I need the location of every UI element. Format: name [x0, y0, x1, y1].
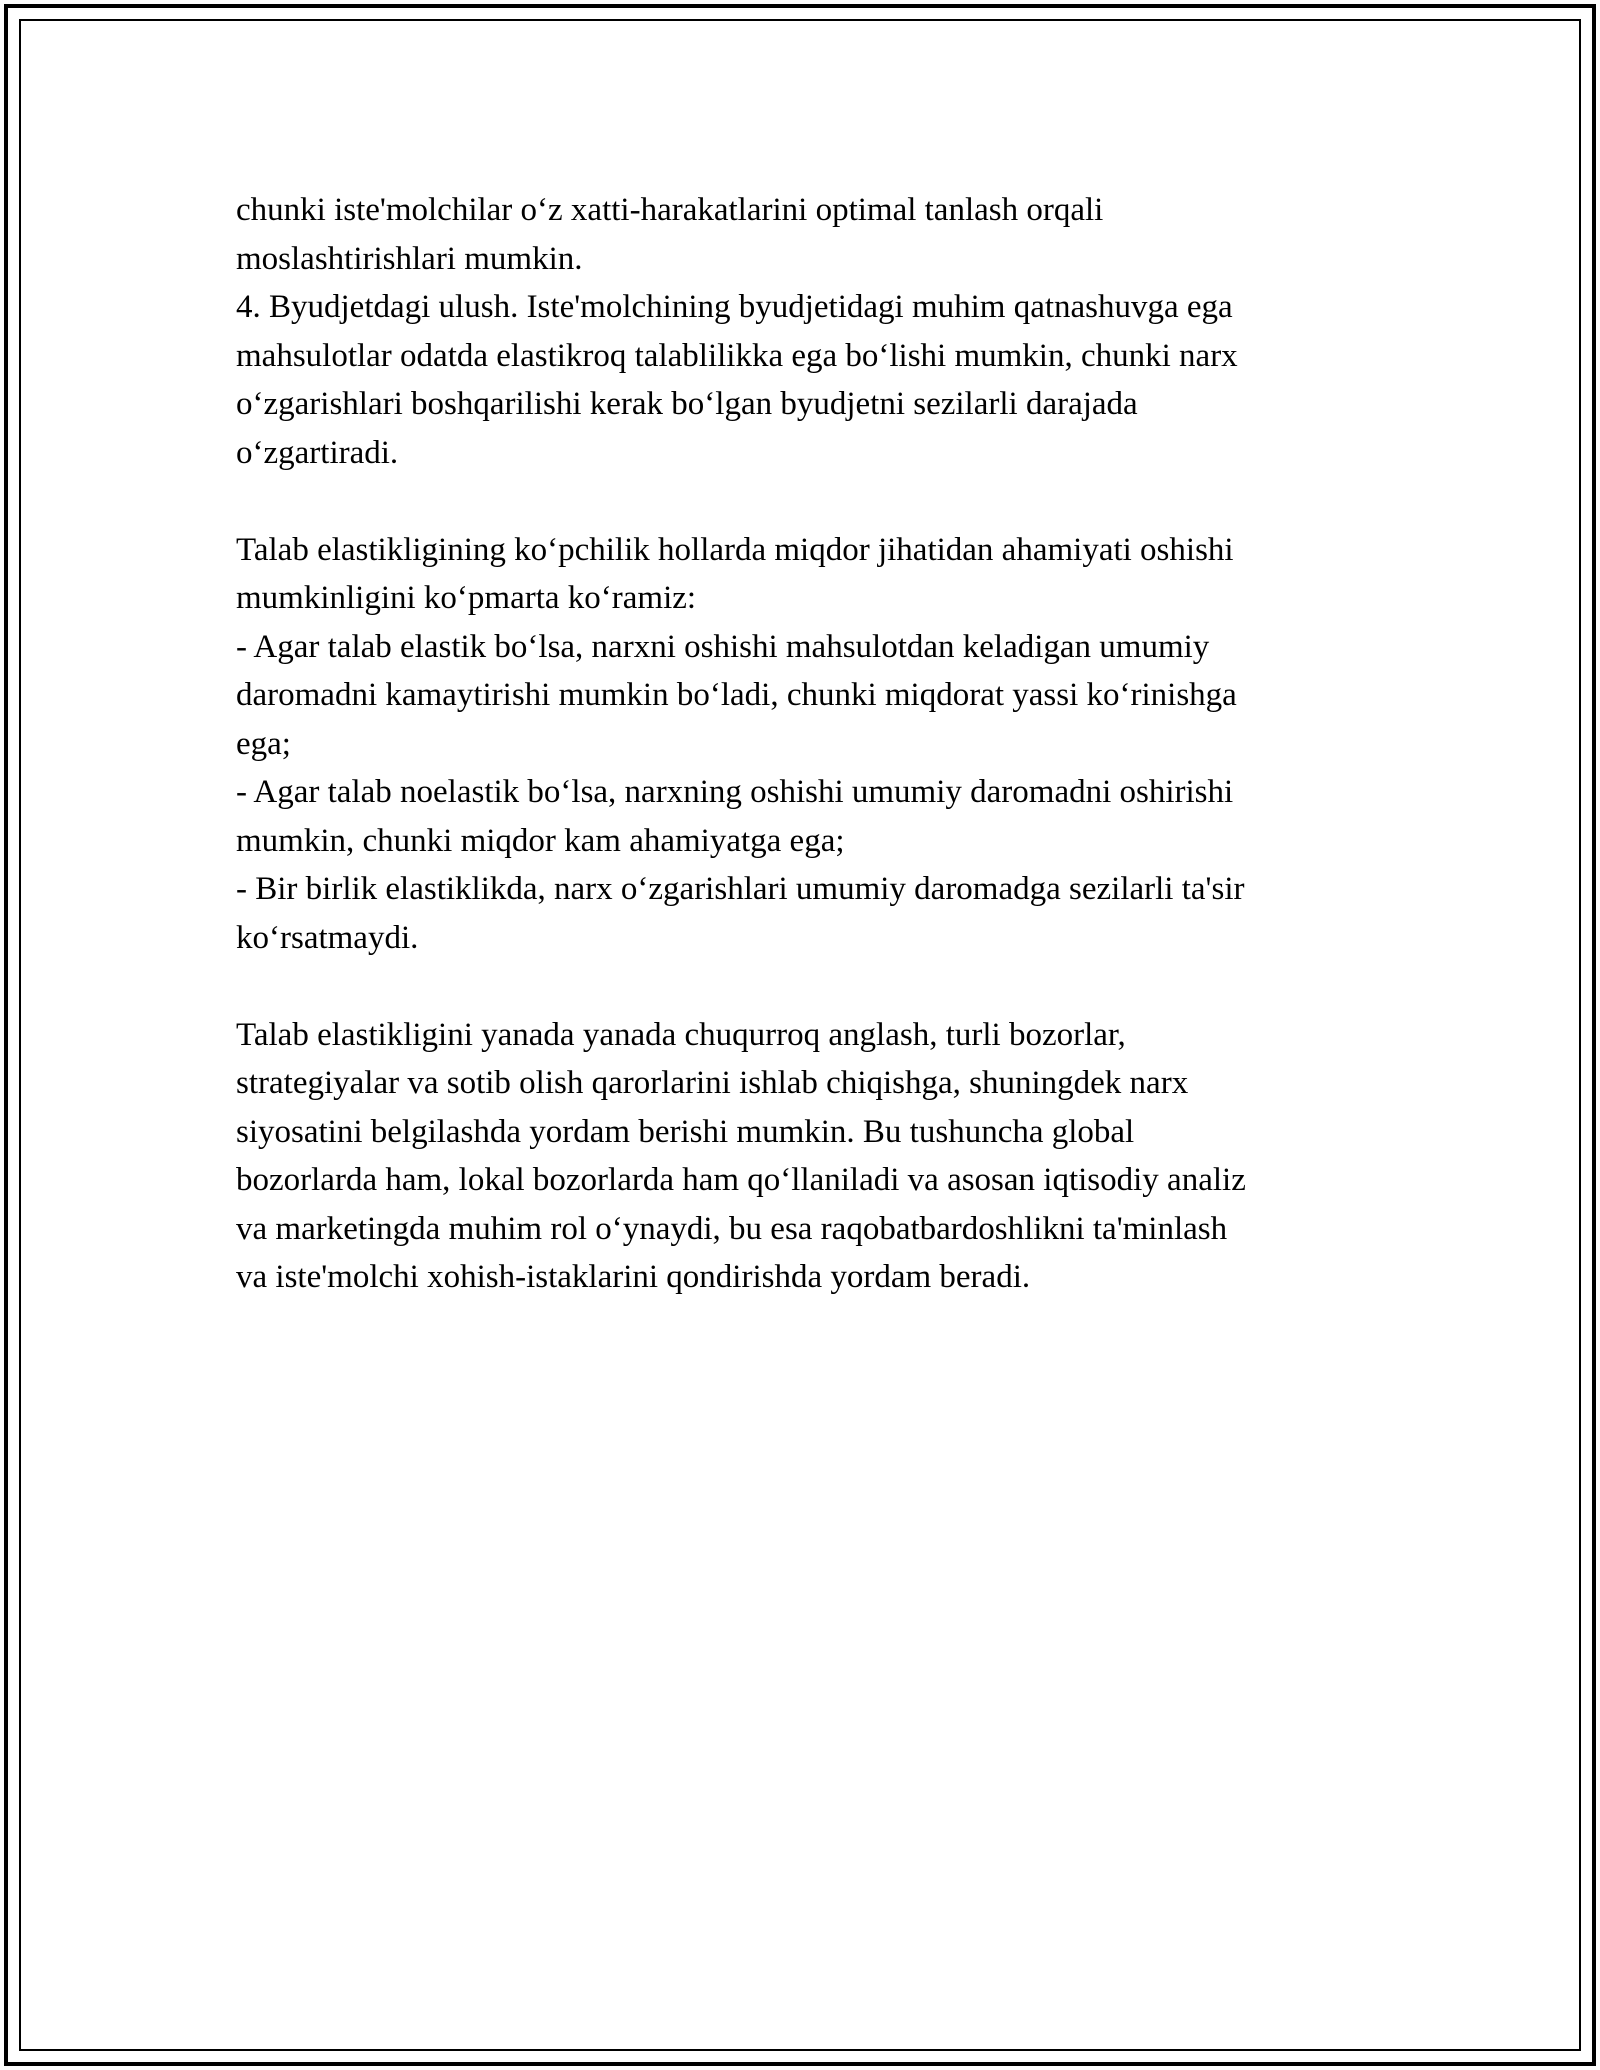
text-line: mahsulotlar odatda elastikroq talablilikka ega bo‘lishi mumkin, chunki narx: [236, 337, 1238, 374]
text-line: siyosatini belgilashda yordam berishi mumkin. Bu tushuncha global: [236, 1113, 1135, 1150]
text-line: bozorlarda ham, lokal bozorlarda ham qo‘llaniladi va asosan iqtisodiy analiz: [236, 1162, 1246, 1198]
text-line: ega;: [236, 725, 291, 762]
text-line: - Bir birlik elastiklikda, narx o‘zgarishlari umumiy daromadga sezilarli ta'sir: [236, 871, 1245, 907]
text-line: mumkin, chunki miqdor kam ahamiyatga ega;: [236, 822, 845, 859]
text-line: mumkinligini ko‘pmarta ko‘ramiz:: [236, 580, 697, 616]
text-line: Talab elastikligining ko‘pchilik hollarda miqdor jihatidan ahamiyati oshishi: [236, 531, 1234, 568]
text-line: va marketingda muhim rol o‘ynaydi, bu esa raqobatbardoshlikni ta'minlash: [236, 1210, 1228, 1247]
text-line: va iste'molchi xohish-istaklarini qondirishda yordam beradi.: [236, 1259, 1031, 1295]
text-line: ko‘rsatmaydi.: [236, 919, 419, 956]
blank-line: [236, 962, 1386, 1011]
text-line: - Agar talab noelastik bo‘lsa, narxning oshishi umumiy daromadni oshirishi: [236, 774, 1234, 810]
blank-line: [236, 477, 1386, 526]
text-line: Talab elastikligini yanada yanada chuqurroq anglash, turli bozorlar,: [236, 1016, 1126, 1053]
text-line: 4. Byudjetdagi ulush. Iste'molchining byudjetidagi muhim qatnashuvga ega: [236, 289, 1233, 325]
text-line: o‘zgarishlari boshqarilishi kerak bo‘lgan byudjetni sezilarli darajada: [236, 386, 1138, 422]
text-line: daromadni kamaytirishi mumkin bo‘ladi, chunki miqdorat yassi ko‘rinishga: [236, 677, 1237, 713]
document-body: [236, 186, 1386, 1302]
text-line: - Agar talab elastik bo‘lsa, narxni oshishi mahsulotdan keladigan umumiy: [236, 628, 1210, 665]
text-line: chunki iste'molchilar o‘z xatti-harakatlarini optimal tanlash orqali: [236, 192, 1104, 228]
text-line: o‘zgartiradi.: [236, 434, 399, 471]
text-line: strategiyalar va sotib olish qarorlarini ishlab chiqishga, shuningdek narx: [236, 1065, 1189, 1101]
text-line: moslashtirishlari mumkin.: [236, 240, 583, 277]
